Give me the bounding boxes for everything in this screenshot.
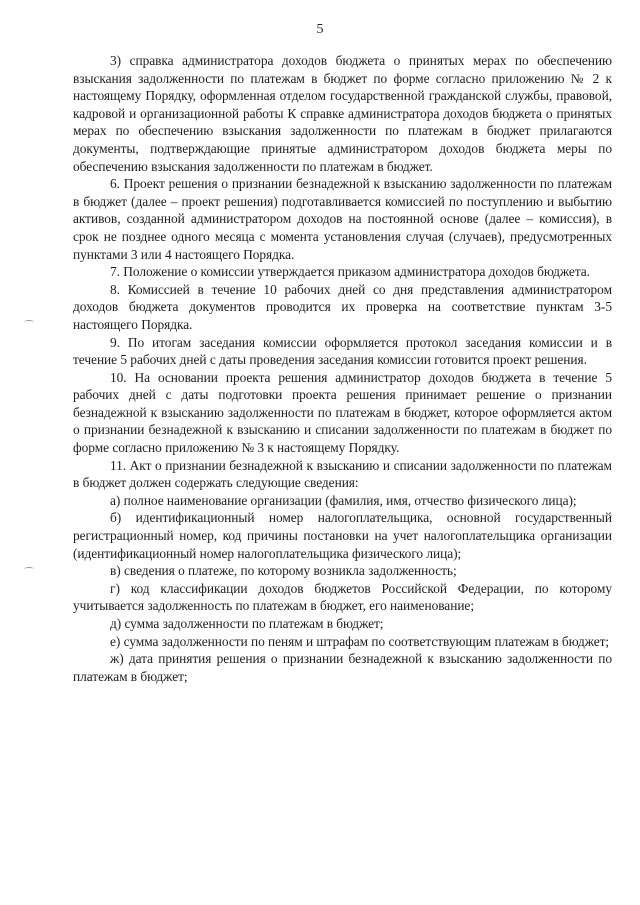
paragraph-10: 10. На основании проекта решения администратор доходов бюджета в течение 5 рабочих дней с даты подготовки проекта решения принимает решение о признании безнадежной к взысканию задолженности по платежам в бюджет, которое оформляется актом о признании безнадежной к взысканию и списании задолженности по платежам в бюджет по форме согласно приложению № 3 к настоящему Порядку.	[73, 369, 612, 456]
paragraph-8: 8. Комиссией в течение 10 рабочих дней со дня представления администратором доходов бюджета документов проводится их проверка на соответствие пунктам 3-5 настоящего Порядка.	[73, 281, 612, 332]
list-item-a: а) полное наименование организации (фамилия, имя, отчество физического лица);	[110, 492, 577, 508]
list-item-d: д) сумма задолженности по платежам в бюджет;	[110, 616, 384, 631]
list-item-e: е) сумма задолженности по пеням и штрафам по соответствующим платежам в бюджет;	[110, 633, 610, 649]
list-item-b: б) идентификационный номер налогоплательщика, основной государственный регистрационный номер, код причины постановки на учет налогоплательщика организации (идентификационный номер налогоплательщика физического лица);	[73, 510, 612, 561]
paragraph-9: 9. По итогам заседания комиссии оформляется протокол заседания комиссии и в течение 5 рабочих дней с даты проведения заседания комиссии готовится проект решения.	[73, 334, 612, 368]
paragraph-6: 6. Проект решения о признании безнадежной к взысканию задолженности по платежам в бюджет (далее – проект решения) подготавливается комиссией по поступлению и выбытию активов, созданной администратором доходов на постоянной основе (далее – комиссия), в срок не позднее одного месяца с момента установления случая (случаев), предусмотренных пунктами 3 или 4 настоящего Порядка.	[73, 176, 612, 262]
paragraph-7: 7. Положение о комиссии утверждается приказом администратора доходов бюджета.	[110, 264, 590, 280]
list-item-zh: ж) дата принятия решения о признании безнадежной к взысканию задолженности по платежам в бюджет;	[73, 651, 612, 684]
paragraph-item-3: 3) справка администратора доходов бюджета о принятых мерах по обеспечению взыскания задолженности по платежам в бюджет по форме согласно приложению № 2 к настоящему Порядку, оформленная отделом государственной гражданской службы, правовой, кадровой и организационной работы К справке администратора доходов бюджета о принятых мерах по обеспечению взыскания задолженности по платежам в бюджет прилагаются документы, подтверждающие принятые администратором доходов бюджета меры по обеспечению взыскания задолженности по платежам в бюджет.	[73, 53, 612, 174]
list-item-g: г) код классификации доходов бюджетов Российской Федерации, по которому учитывается задолженность по платежам в бюджет, его наименование;	[73, 580, 612, 614]
document-body	[73, 52, 612, 685]
paragraph-11: 11. Акт о признании безнадежной к взысканию и списании задолженности по платежам в бюджет должен содержать следующие сведения:	[73, 457, 612, 491]
scan-artifact-mark	[24, 320, 34, 324]
scan-artifact-mark	[24, 567, 34, 571]
page-number: 5	[316, 22, 324, 37]
list-item-v: в) сведения о платеже, по которому возникла задолженность;	[110, 563, 457, 579]
